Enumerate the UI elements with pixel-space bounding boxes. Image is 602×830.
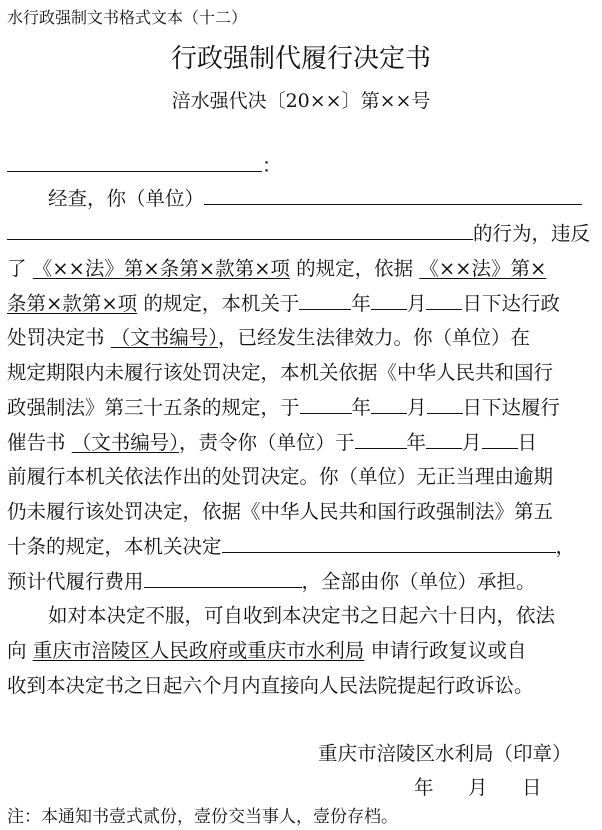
appeal-line-2 — [7, 635, 526, 663]
cost-blank — [144, 567, 302, 588]
cost-lead-text: 预计代履行费用 — [7, 570, 144, 593]
footnote: 注：本通知书壹式贰份，壹份交当事人，壹份存档。 — [7, 807, 398, 827]
cost-tail-text: ，全部由你（单位）承担。 — [301, 570, 536, 593]
text-le: 了 — [7, 257, 27, 280]
enforcement-law-text: 政强制法》第三十五条的规定，于 — [7, 396, 300, 419]
addressee-colon: ： — [262, 154, 282, 177]
body-line-5 — [7, 322, 530, 350]
law-reference-2a: 《××法》第× — [419, 257, 547, 280]
effective-text: ，已经发生法律效力。你（单位）在 — [217, 326, 530, 349]
notice-doc-text: 催告书 — [7, 431, 66, 454]
signature-year: 年 — [414, 776, 434, 799]
body-line-12 — [7, 566, 536, 594]
signature-month: 月 — [468, 776, 488, 799]
body-line-6: 规定期限内未履行该处罚决定，本机关依据《中华人民共和国行 — [7, 361, 554, 384]
body-line-11 — [7, 531, 575, 559]
act-violation-text: 的行为，违反 — [473, 222, 591, 245]
body-line-9: 前履行本机关依法作出的处罚决定。你（单位）无正当理由逾期 — [7, 465, 554, 488]
violation-blank-cont — [7, 219, 473, 240]
decision-lead-text: 十条的规定，本机关决定 — [7, 535, 222, 558]
decision-blank — [222, 532, 556, 553]
law-reference-1: 《××法》第×条第×款第×项 — [32, 257, 290, 280]
issuer-seal: 重庆市涪陵区水利局（印章） — [318, 742, 572, 765]
investigation-lead: 经查，你（单位） — [48, 187, 205, 210]
order-text: ，责令你（单位）于 — [178, 431, 355, 454]
body-line-7 — [7, 392, 560, 420]
violation-blank — [204, 184, 582, 205]
appeal-line-3: 收到本决定书之日起六个月内直接向人民法院提起行政诉讼。 — [7, 674, 534, 697]
document-number: 涪水强代决〔20××〕第××号 — [171, 90, 431, 112]
appeal-line-1: 如对本决定不服，可自收到本决定书之日起六十日内，依法 — [48, 604, 556, 627]
year-blank-3 — [355, 428, 407, 449]
day-blank — [426, 289, 462, 310]
year-blank-2 — [300, 393, 352, 414]
notice-doc-number: （文书编号） — [71, 431, 179, 454]
document-title: 行政强制代履行决定书 — [170, 44, 431, 74]
body-line-1 — [48, 183, 582, 211]
review-organization: 重庆市涪陵区人民政府或重庆市水利局 — [32, 639, 365, 662]
penalty-doc-text: 处罚决定书 — [7, 326, 105, 349]
form-label: 水行政强制文书格式文本（十二） — [7, 8, 248, 27]
month-blank-3 — [426, 428, 462, 449]
month-label: 月 — [406, 292, 427, 315]
day-issued-text-2: 日下达履行 — [462, 396, 561, 419]
body-line-4 — [7, 288, 560, 316]
day-blank-2 — [427, 393, 463, 414]
day-label-3: 日 — [517, 431, 538, 454]
law-reference-2b: 条第×款第×项 — [7, 292, 138, 315]
appeal-to-text: 向 — [7, 639, 27, 662]
decision-comma: ， — [555, 535, 576, 558]
basis-text-a: 的规定，依据 — [296, 257, 414, 280]
penalty-doc-number: （文书编号） — [110, 326, 218, 349]
body-line-8 — [7, 427, 537, 455]
addressee-line — [7, 150, 282, 178]
signature-day: 日 — [522, 776, 542, 799]
month-blank — [371, 289, 407, 310]
basis-text-b: 的规定，本机关于 — [143, 292, 300, 315]
year-label-3: 年 — [406, 431, 427, 454]
month-blank-2 — [371, 393, 407, 414]
day-issued-text: 日下达行政 — [462, 292, 560, 315]
month-label-2: 月 — [407, 396, 427, 419]
year-label-2: 年 — [351, 396, 372, 419]
body-line-10: 仍未履行该处罚决定，依据《中华人民共和国行政强制法》第五 — [7, 500, 554, 523]
month-label-3: 月 — [462, 431, 482, 454]
year-label: 年 — [351, 292, 371, 315]
body-line-2 — [7, 218, 590, 246]
day-blank-3 — [482, 428, 518, 449]
body-line-3 — [7, 253, 546, 281]
appeal-apply-text: 申请行政复议或自 — [370, 639, 527, 662]
addressee-blank — [7, 151, 262, 172]
year-blank — [299, 289, 351, 310]
